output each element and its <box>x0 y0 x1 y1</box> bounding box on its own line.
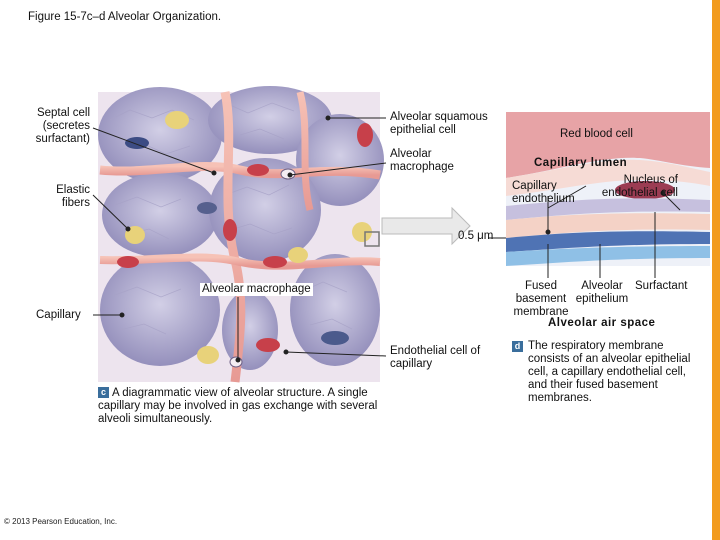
label-endothelial-cell: Endothelial cell of capillary <box>390 345 481 370</box>
label-alveolar-squamous: Alveolar squamous epithelial cell <box>390 111 488 136</box>
label-septal-cell: Septal cell (secretes surfactant) <box>35 107 90 145</box>
red-blood-cell <box>357 123 373 147</box>
accent-bar <box>712 0 720 540</box>
red-blood-cell <box>117 256 139 268</box>
label-fused-basement: Fused basement membrane <box>513 280 569 318</box>
panel-letter-d: d <box>512 341 523 352</box>
capillary <box>100 166 380 175</box>
alveolus <box>102 173 218 257</box>
zoom-arrow <box>382 208 470 244</box>
label-alveolar-air-space: Alveolar air space <box>548 317 656 329</box>
caption-d <box>512 340 702 405</box>
red-blood-cell <box>263 256 287 268</box>
caption-d-text: The respiratory membrane consists of an alveolar epithelial cell, a capillary endothelial cell, and their fused basement membranes. <box>528 340 691 404</box>
figure-title: Figure 15-7c–d Alveolar Organization. <box>28 11 222 23</box>
caption-c <box>98 387 388 426</box>
label-elastic-fibers: Elastic fibers <box>56 184 90 209</box>
red-blood-cell <box>247 164 269 176</box>
caption-c-text: A diagrammatic view of alveolar structure. A single capillary may be involved in gas exchange with several alveoli simultaneously. <box>98 387 378 425</box>
alveolus <box>290 254 380 366</box>
label-surfactant: Surfactant <box>635 280 688 292</box>
copyright: © 2013 Pearson Education, Inc. <box>4 517 118 526</box>
alveolus <box>222 290 278 370</box>
label-capillary-lumen: Capillary lumen <box>534 157 628 169</box>
red-blood-cell <box>223 219 237 241</box>
label-alveolar-macrophage: Alveolar macrophage <box>390 148 454 173</box>
red-blood-cell <box>256 338 280 352</box>
label-scale: 0.5 μm <box>458 230 494 242</box>
label-nucleus-endothelial: Nucleus of endothelial cell <box>601 174 678 199</box>
nucleus <box>197 202 217 214</box>
septal-cell <box>288 247 308 263</box>
panel-letter-c: c <box>98 387 109 398</box>
label-capillary: Capillary <box>36 309 81 321</box>
label-red-blood-cell: Red blood cell <box>560 128 633 140</box>
label-alveolar-epithelium: Alveolar epithelium <box>575 280 629 305</box>
septal-cell <box>165 111 189 129</box>
label-alveolar-macrophage-mid: Alveolar macrophage <box>202 283 311 295</box>
alveolar-tissue <box>98 86 384 382</box>
nucleus <box>321 331 349 345</box>
septal-cell <box>197 346 219 364</box>
label-capillary-endothelium: Capillary endothelium <box>512 180 575 205</box>
